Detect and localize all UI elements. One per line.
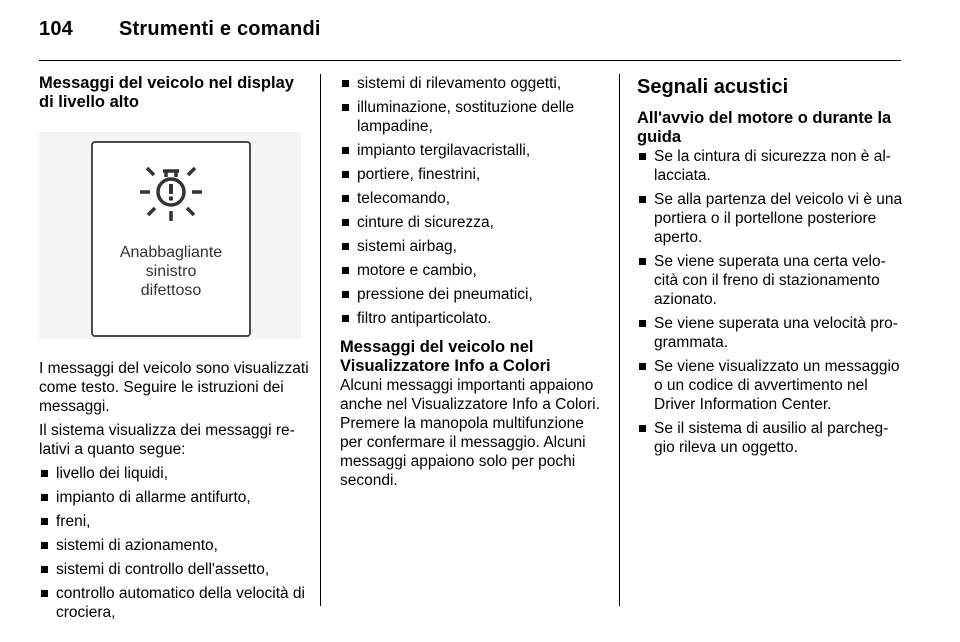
section-heading-color-info: Messaggi del veicolo nel Visualizzatore Info a Colori: [340, 338, 551, 375]
list-item: filtro antiparticolato.: [340, 309, 608, 328]
list-item: Se viene superata una certa velocità con il freno di stazionamento azionato.: [637, 252, 903, 309]
list-item: freni,: [39, 512, 309, 531]
list-item: livello dei liquidi,: [39, 464, 309, 483]
list-item: Se alla partenza del veicolo vi è una portiera o il portellone posteriore aperto.: [637, 190, 903, 247]
section-heading-display: Messaggi del veicolo nel display di livello alto: [39, 74, 294, 111]
list-item: motore e cambio,: [340, 261, 608, 280]
paragraph: I messaggi del veicolo sono visualizzati come testo. Seguire le istruzioni dei messaggi.: [39, 360, 309, 415]
list-item: impianto tergilavacristalli,: [340, 141, 608, 160]
section-title-acoustic: Segnali acustici: [637, 76, 789, 98]
list-item: illuminazione, sostituzione delle lampadine,: [340, 98, 608, 136]
display-message: [93, 243, 249, 300]
list-item: controllo automatico della velocità di crociera,: [39, 584, 309, 622]
page-number: 104: [39, 18, 73, 40]
acoustic-signals-list: [637, 147, 903, 457]
list-item: Se la cintura di sicurezza non è allacciata.: [637, 147, 903, 185]
column-3: [637, 74, 903, 457]
column-divider-1: [320, 74, 321, 606]
list-item: sistemi di rilevamento oggetti,: [340, 74, 608, 93]
display-panel: [91, 141, 251, 337]
list-item: sistemi airbag,: [340, 237, 608, 256]
header-rule: [39, 60, 901, 61]
list-item: telecomando,: [340, 189, 608, 208]
list-item: portiere, finestrini,: [340, 165, 608, 184]
display-message-line: Anabbagliante: [119, 244, 223, 261]
message-topics-list: [39, 464, 309, 622]
list-item: impianto di allarme antifurto,: [39, 488, 309, 507]
message-topics-list-continued: [340, 74, 608, 328]
list-item: Se viene visualizzato un messaggio o un codice di avvertimento nel Driver Information Center.: [637, 357, 903, 414]
subheading-engine-start: All'avvio del motore o durante la guida: [637, 109, 892, 146]
list-item: sistemi di controllo dell'assetto,: [39, 560, 309, 579]
page-header: [39, 18, 321, 41]
display-message-line: sinistro: [145, 263, 197, 280]
list-item: Se viene superata una velocità programmata.: [637, 314, 903, 352]
paragraph: Il sistema visualizza dei messaggi relativi a quanto segue:: [39, 422, 295, 458]
column-divider-2: [619, 74, 620, 606]
column-2: [340, 74, 608, 490]
column-1: [39, 74, 309, 622]
list-item: cinture di sicurezza,: [340, 213, 608, 232]
paragraph: Alcuni messaggi importanti appaiono anche nel Visualizzatore Info a Colori. Premere la manopola multifunzione per confermare il messaggio. Alcuni messaggi appaiono solo per pochi secondi.: [340, 377, 600, 489]
headlight-warning-icon: [136, 155, 206, 227]
display-message-line: difettoso: [140, 282, 202, 299]
display-figure: [39, 132, 301, 339]
list-item: Se il sistema di ausilio al parcheggio rileva un oggetto.: [637, 419, 903, 457]
page-title: Strumenti e comandi: [119, 18, 321, 40]
list-item: pressione dei pneumatici,: [340, 285, 608, 304]
list-item: sistemi di azionamento,: [39, 536, 309, 555]
